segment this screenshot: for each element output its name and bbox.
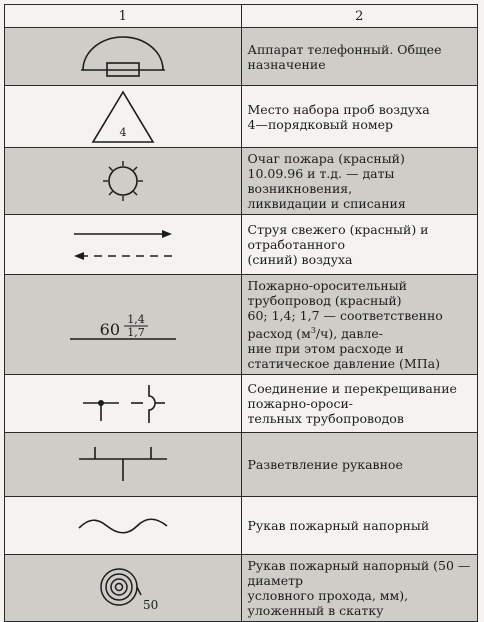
table-row <box>5 497 478 555</box>
description-cell: Разветвление рукавное <box>241 433 478 497</box>
table-row <box>5 433 478 497</box>
symbol-cell <box>5 28 242 86</box>
description-cell: Очаг пожара (красный) 10.09.96 и т.д. — даты возникновения, ликвидации и списания <box>241 148 478 215</box>
table-row <box>5 148 478 215</box>
pipeline-icon <box>68 299 178 351</box>
symbol-cell <box>5 433 242 497</box>
air-stream-arrows-icon <box>68 221 178 269</box>
symbol-cell <box>5 215 242 275</box>
pressure-top-label: 1,4 <box>127 312 145 326</box>
triangle-icon <box>83 89 163 145</box>
description-cell: Рукав пожарный напорный (50 — диаметр условного прохода, мм), уложенный в скатку <box>241 555 478 622</box>
diameter-label: 50 <box>142 598 159 613</box>
description-cell: Пожарно-оросительный трубопровод (красный) 60; 1,4; 1,7 — соответственно расход $(м^3/ч)$, давле- ние при этом расходе и статическое давление (МПа) <box>241 275 478 375</box>
table-row <box>5 86 478 148</box>
pressure-bottom-label: 1,7 <box>127 325 145 339</box>
table-row <box>5 555 478 622</box>
fire-source-icon <box>88 152 158 210</box>
legend-sheet <box>4 4 478 619</box>
symbol-cell <box>5 148 242 215</box>
header-col-2: 2 <box>241 5 478 28</box>
description-cell: Рукав пожарный напорный <box>241 497 478 555</box>
header-row <box>5 5 478 28</box>
symbol-cell <box>5 375 242 433</box>
table-row <box>5 28 478 86</box>
table-row <box>5 375 478 433</box>
symbol-cell <box>5 275 242 375</box>
description-cell: Струя свежего (красный) и отработанного (синий) воздуха <box>241 215 478 275</box>
header-col-1: 1 <box>5 5 242 28</box>
description-cell: Место набора проб воздуха 4—порядковый номер <box>241 86 478 148</box>
symbol-cell <box>5 555 242 622</box>
rolled-hose-icon <box>73 559 173 617</box>
legend-table <box>4 4 478 622</box>
symbol-cell <box>5 497 242 555</box>
description-cell: Соединение и перекрещивание пожарно-ороси- тельных трубопроводов <box>241 375 478 433</box>
table-row <box>5 275 478 375</box>
symbol-cell <box>5 86 242 148</box>
telephone-icon <box>73 32 173 82</box>
pipe-junction-icon <box>73 379 173 429</box>
sample-number-label: 4 <box>119 125 127 139</box>
table-row <box>5 215 478 275</box>
pressure-hose-icon <box>73 506 173 546</box>
description-cell: Аппарат телефонный. Общее назначение <box>241 28 478 86</box>
flow-rate-label: 60 <box>99 319 120 339</box>
hose-branch-icon <box>73 439 173 491</box>
